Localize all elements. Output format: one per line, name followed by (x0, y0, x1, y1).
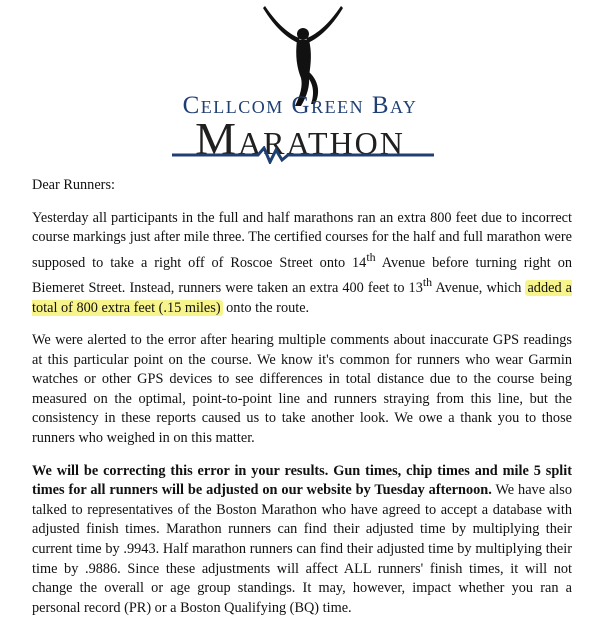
logo-subtitle: Cellcom Green Bay (182, 92, 418, 119)
p1-text-c: Avenue, which (432, 279, 526, 296)
p3-text: We have also talked to representatives of the Boston Marathon who have agreed to accept a database with adjusted finish times. Marathon runners can find their adjusted time by multiplying their current time by .9943. Half marathon runners can find their adjusted time by multiplying their time by .9886. Since these adjustments will affect ALL runners' finish times, it will not change the overall or age group standings. It may, however, impact whether you ran a personal record (PR) or a Boston Qualifying (BQ) time. (32, 482, 572, 616)
p1-text-a: Yesterday all participants in the full and half marathons ran an extra 800 feet due to incorrect course markings just after mile three. The certified courses for the half and full marathon were supposed to take a right off of Roscoe Street onto 14 (32, 209, 572, 271)
letter-paragraph-2: We were alerted to the error after hearing multiple comments about inaccurate GPS readings at this particular point on the course. We know it's common for runners who wear Garmin watches or other GPS devices to see differences in total distance due to the course being measured on the optimal, point-to-point line and runners straying from this line, but the consistency in these reports caused us to take another look. We owe a thank you to those runners who weighed in on this matter. (32, 332, 572, 447)
letter-paragraph-1 (32, 209, 572, 319)
p3-bold-text: We will be correcting this error in your results. Gun times, chip times and mile 5 split times for all runners will be adjusted on our website by Tuesday afternoon. (32, 462, 572, 499)
letter-paragraph-3 (32, 462, 572, 619)
letter-greeting: Dear Runners: (32, 177, 115, 193)
p1-text-d: onto the route. (222, 299, 310, 316)
p1-text-b: Avenue before turning right on Biemeret Street. Instead, runners were taken an extra 400 feet to 13 (32, 254, 572, 296)
p1-sup-2: th (422, 275, 433, 290)
heartbeat-wave-icon (172, 146, 434, 164)
p1-sup-1: th (366, 249, 376, 264)
letter-body (32, 176, 572, 631)
logo-title: Marathon (195, 113, 405, 164)
marathon-logo (0, 0, 600, 170)
highlighted-text: added a total of 800 extra feet (.15 miles) (32, 279, 572, 316)
